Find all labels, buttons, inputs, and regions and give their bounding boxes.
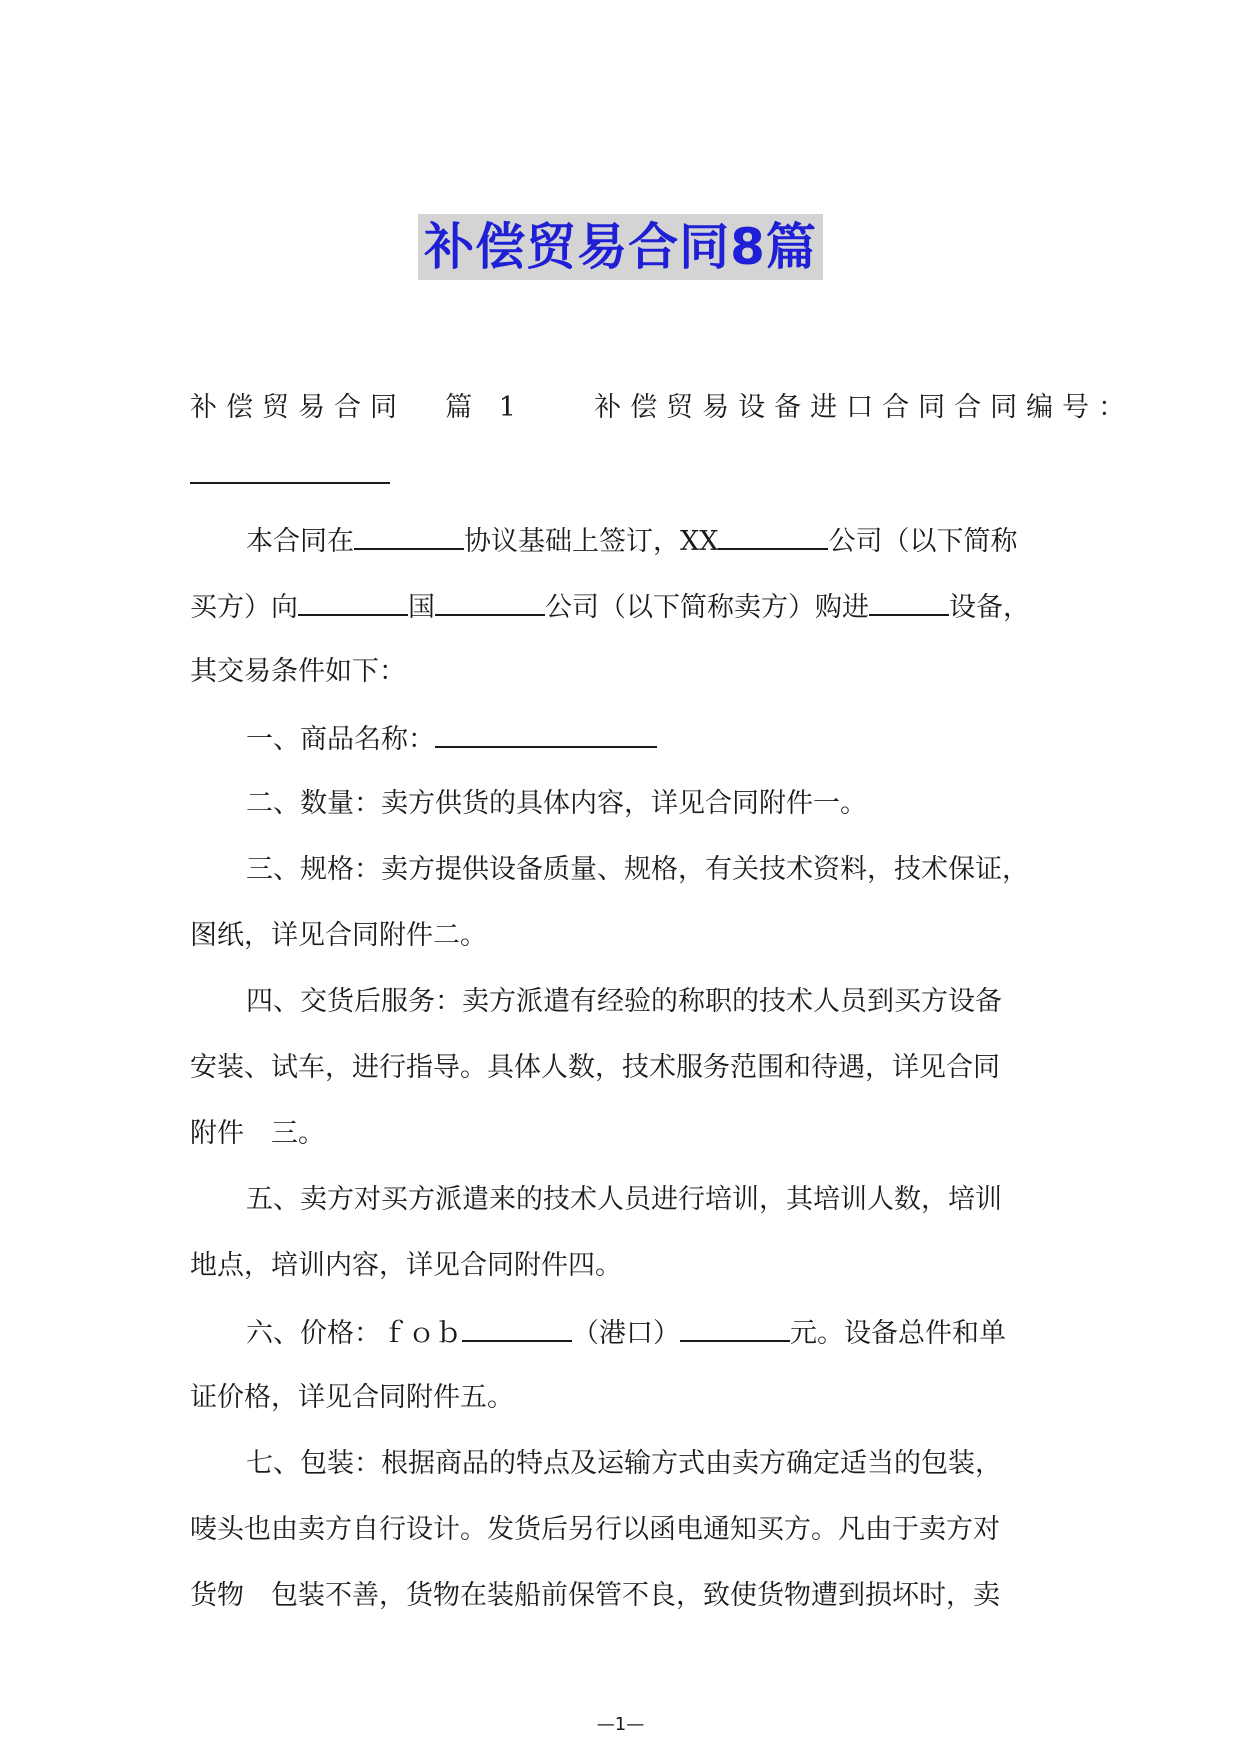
clause-line bbox=[190, 784, 1052, 824]
blank-field bbox=[435, 586, 545, 616]
text-run: 安装、试车，进行指导。具体人数，技术服务范围和待遇，详见合同 bbox=[190, 1052, 1000, 1083]
blank-field bbox=[462, 1312, 572, 1342]
blank-field bbox=[298, 586, 408, 616]
text-run: 买方）向 bbox=[190, 592, 298, 623]
clause-line bbox=[190, 1246, 1052, 1286]
text-run: 三、规格：卖方提供设备质量、规格，有关技术资料，技术保证， bbox=[246, 854, 1029, 885]
contract-number-label: 补偿贸易设备进口合同合同编号： bbox=[594, 392, 1135, 423]
clause-line bbox=[190, 1180, 1052, 1220]
text-run: 四、交货后服务：卖方派遣有经验的称职的技术人员到买方设备 bbox=[246, 986, 1002, 1017]
clause-line bbox=[190, 850, 1052, 890]
text-run: 货物 包装不善，货物在装船前保管不良，致使货物遭到损坏时，卖 bbox=[190, 1580, 1000, 1611]
heading-line bbox=[190, 388, 1135, 428]
blank-field bbox=[869, 586, 949, 616]
page-number: —1— bbox=[596, 1714, 645, 1735]
product-name-blank bbox=[435, 718, 657, 748]
text-run: 六、价格：ｆｏｂ bbox=[246, 1318, 462, 1349]
text-run: 协议基础上签订，XX bbox=[464, 526, 719, 557]
blank-field bbox=[354, 520, 464, 550]
text-run: 七、包装：根据商品的特点及运输方式由卖方确定适当的包装， bbox=[246, 1448, 1002, 1479]
text-run: 唛头也由卖方自行设计。发货后另行以函电通知买方。凡由于卖方对 bbox=[190, 1514, 1000, 1545]
blank-field bbox=[718, 520, 828, 550]
clause-line bbox=[190, 1444, 1052, 1484]
clause-line bbox=[190, 982, 1052, 1022]
clause-line bbox=[190, 1048, 1052, 1088]
section-number: 篇 1 bbox=[445, 392, 525, 423]
text-run: 证价格，详见合同附件五。 bbox=[190, 1382, 514, 1413]
text-run: 设备， bbox=[949, 592, 1030, 623]
text-run: 五、卖方对买方派遣来的技术人员进行培训，其培训人数，培训 bbox=[246, 1184, 1002, 1215]
clause-line bbox=[190, 718, 1052, 758]
text-run: 国 bbox=[408, 592, 435, 623]
contract-number-line bbox=[190, 454, 1052, 494]
text-run: 公司（以下简称 bbox=[828, 526, 1018, 557]
clause-line bbox=[190, 1378, 1052, 1418]
contract-number-blank bbox=[190, 454, 390, 484]
clause-line bbox=[190, 1576, 1052, 1616]
clause-line bbox=[190, 1312, 1052, 1352]
title-container bbox=[0, 214, 1241, 280]
blank-field bbox=[680, 1312, 790, 1342]
text-run: 本合同在 bbox=[246, 526, 354, 557]
text-run: 公司（以下简称卖方）购进 bbox=[545, 592, 869, 623]
paragraph-line bbox=[190, 652, 1052, 692]
text-run: 元。设备总件和单 bbox=[790, 1318, 1006, 1349]
text-run: （港口） bbox=[572, 1318, 680, 1349]
text-run: 二、数量：卖方供货的具体内容，详见合同附件一。 bbox=[246, 788, 867, 819]
document-title: 补偿贸易合同8篇 bbox=[418, 214, 823, 280]
text-run: 附件 三。 bbox=[190, 1118, 325, 1149]
clause-line bbox=[190, 1114, 1052, 1154]
text-run: 一、商品名称： bbox=[246, 724, 435, 755]
paragraph-line bbox=[190, 520, 1052, 560]
text-run: 图纸，详见合同附件二。 bbox=[190, 920, 487, 951]
text-run: 地点，培训内容，详见合同附件四。 bbox=[190, 1250, 622, 1281]
clause-line bbox=[190, 916, 1052, 956]
paragraph-line bbox=[190, 586, 1052, 626]
clause-line bbox=[190, 1510, 1052, 1550]
text-run: 其交易条件如下： bbox=[190, 656, 406, 687]
section-heading: 补偿贸易合同 bbox=[190, 392, 406, 423]
